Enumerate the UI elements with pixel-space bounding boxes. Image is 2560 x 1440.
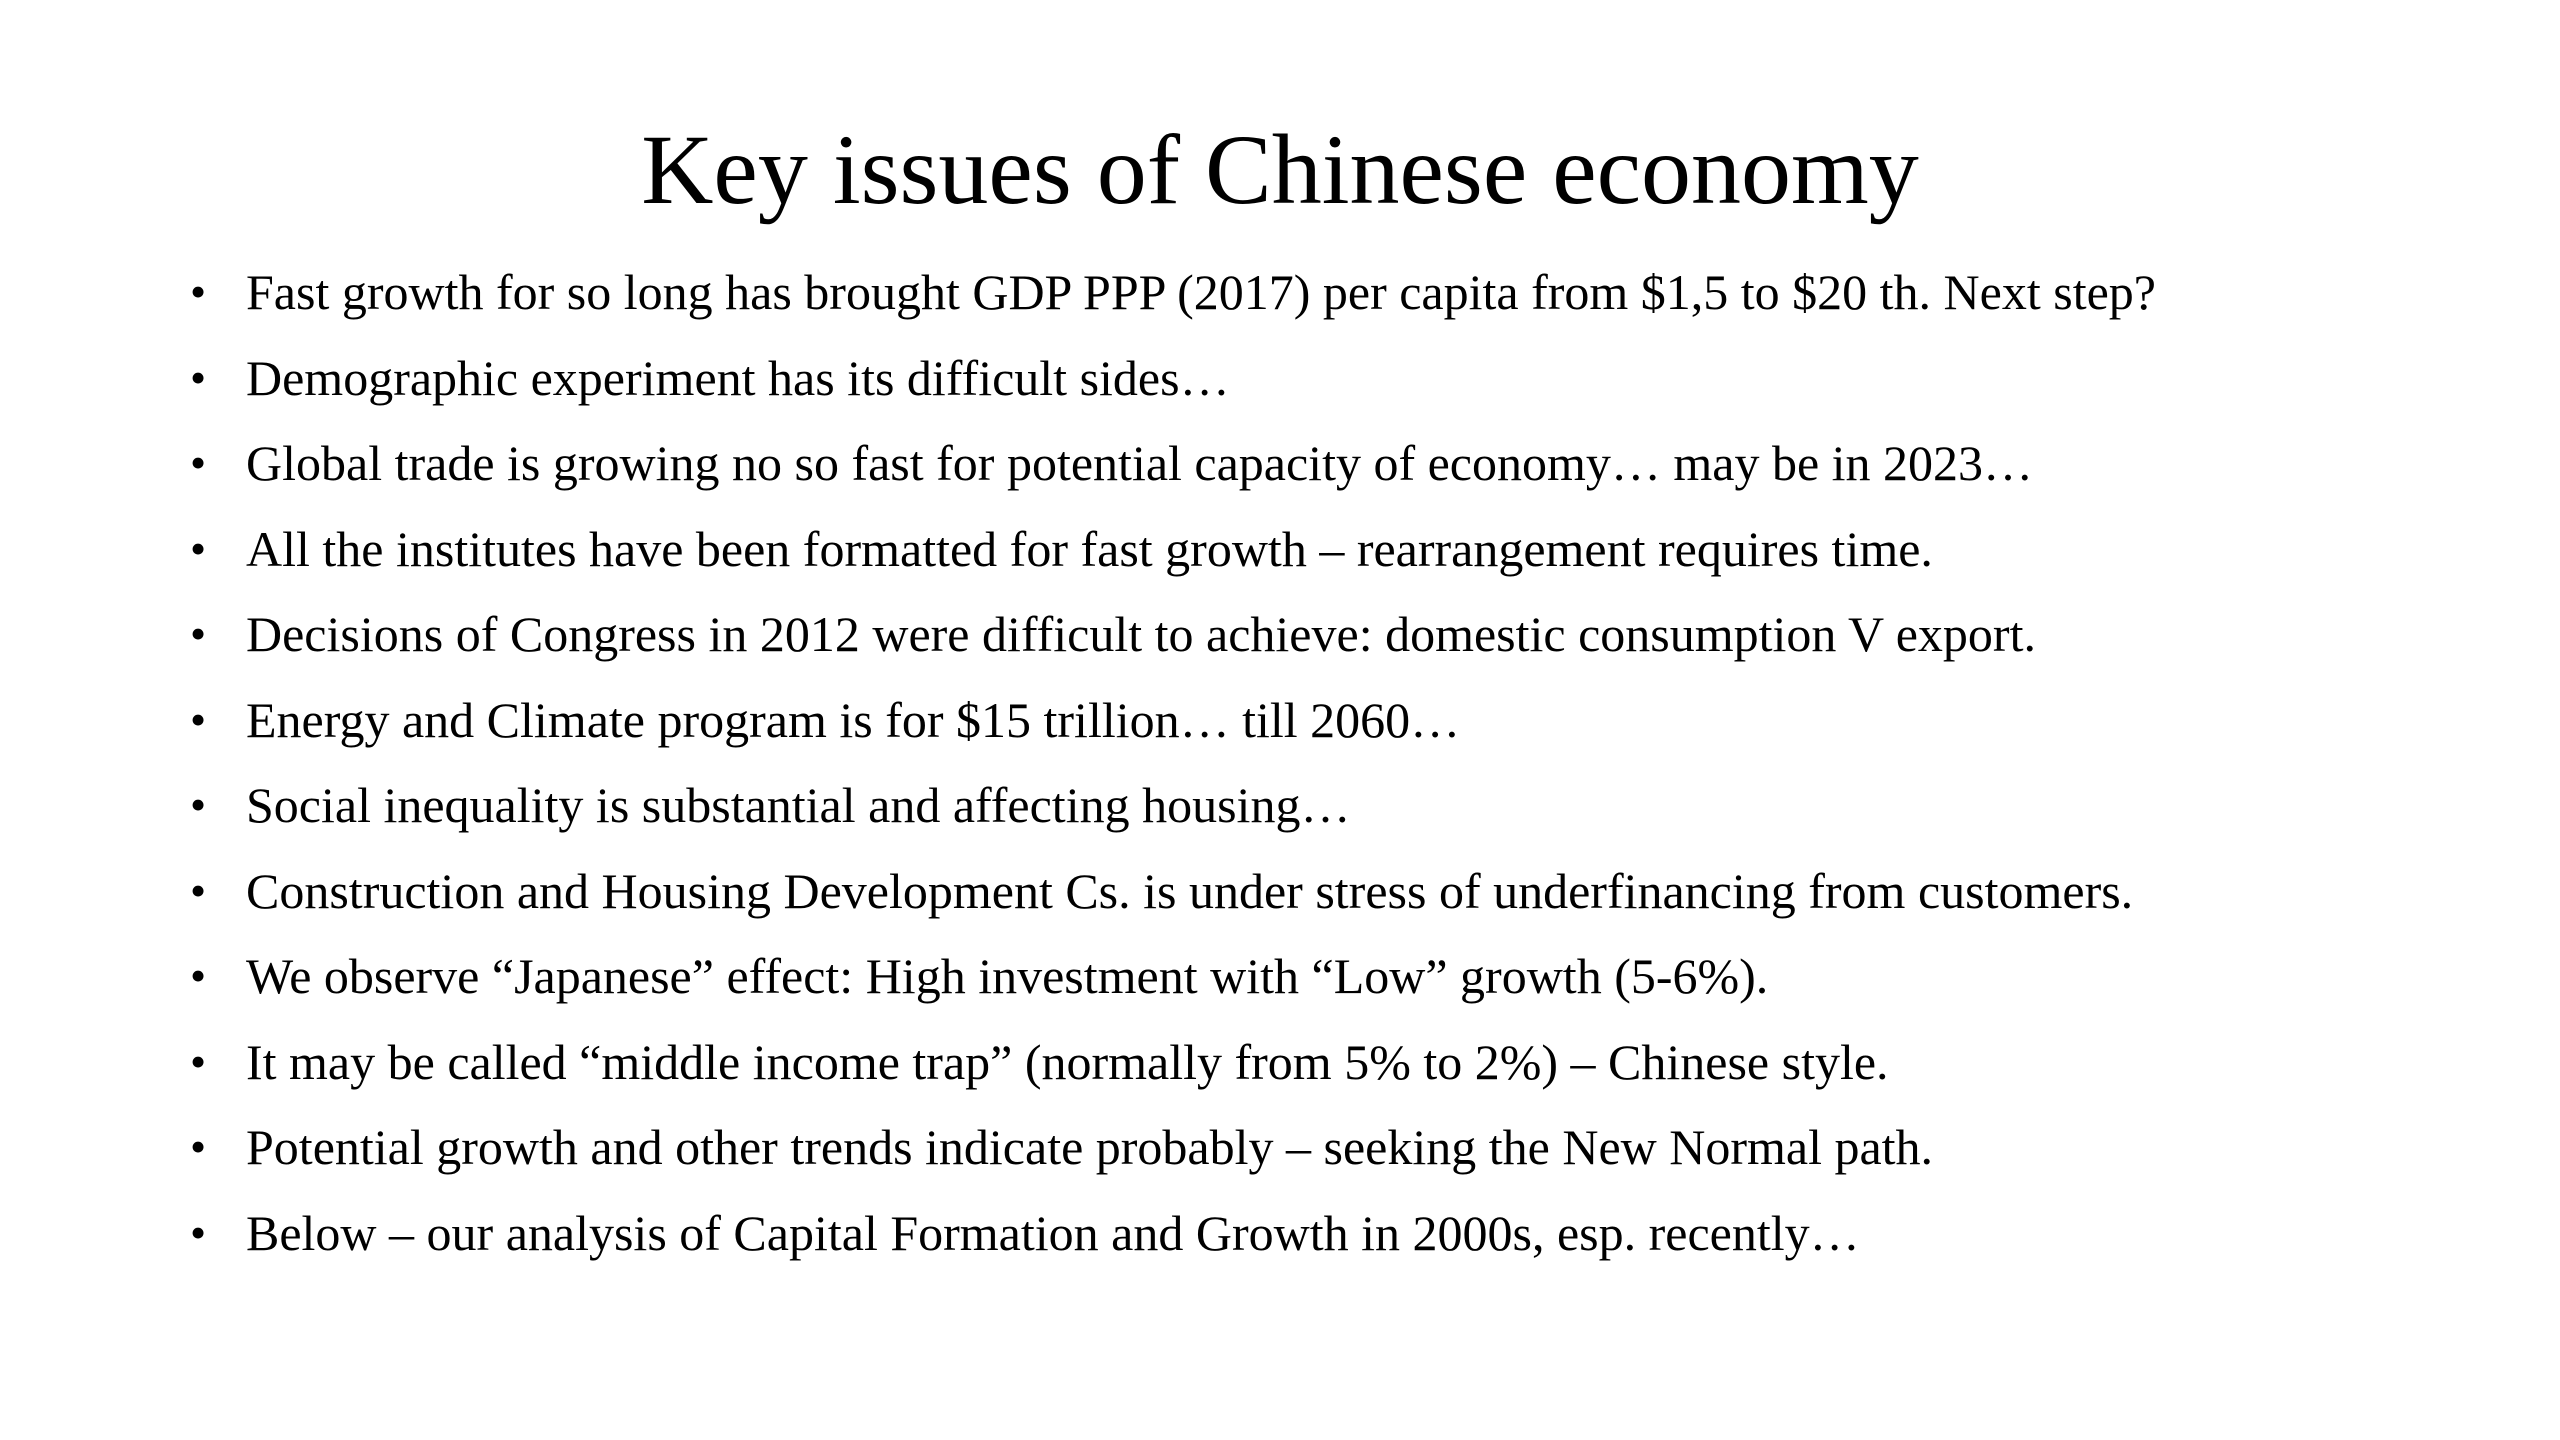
bullet-text: All the institutes have been formatted for fast growth – rearrangement requires time. — [246, 520, 1933, 577]
bullet-text: Below – our analysis of Capital Formation and Growth in 2000s, esp. recently… — [246, 1204, 1860, 1261]
bullet-text: Energy and Climate program is for $15 trillion… till 2060… — [246, 691, 1461, 748]
bullet-icon: • — [190, 1206, 207, 1258]
bullet-icon: • — [190, 266, 207, 317]
bullet-list — [190, 262, 2490, 1288]
bullet-text: We observe “Japanese” effect: High investment with “Low” growth (5-6%). — [246, 948, 1769, 1004]
slide-title: Key issues of Chinese economy — [641, 114, 1919, 225]
bullet-item — [190, 604, 2490, 690]
bullet-item — [190, 1117, 2490, 1203]
bullet-text: Global trade is growing no so fast for potential capacity of economy… may be in 2023… — [246, 435, 2034, 491]
bullet-text: Decisions of Congress in 2012 were difficult to achieve: domestic consumption V export. — [246, 606, 2036, 662]
bullet-text: Construction and Housing Development Cs. is under stress of underfinancing from customers. — [246, 862, 2134, 919]
bullet-text: Potential growth and other trends indicate probably – seeking the New Normal path. — [246, 1119, 1934, 1175]
bullet-item — [190, 1032, 2490, 1118]
bullet-icon: • — [190, 608, 207, 659]
bullet-icon: • — [190, 950, 207, 1001]
bullet-icon: • — [190, 437, 207, 488]
bullet-item — [190, 946, 2490, 1032]
bullet-item — [190, 861, 2490, 947]
bullet-text: It may be called “middle income trap” (normally from 5% to 2%) – Chinese style. — [246, 1033, 1889, 1090]
bullet-text: Demographic experiment has its difficult sides… — [246, 349, 1230, 406]
bullet-item — [190, 1203, 2490, 1289]
bullet-icon: • — [190, 522, 207, 574]
bullet-icon: • — [190, 351, 207, 403]
bullet-item — [190, 690, 2490, 776]
bullet-item — [190, 433, 2490, 519]
bullet-text: Social inequality is substantial and affecting housing… — [246, 777, 1351, 833]
bullet-item — [190, 519, 2490, 605]
bullet-item — [190, 262, 2490, 348]
bullet-text: Fast growth for so long has brought GDP PPP (2017) per capita from $1,5 to $20 th. Next step? — [246, 264, 2156, 320]
bullet-icon: • — [190, 864, 207, 916]
bullet-icon: • — [190, 779, 207, 830]
bullet-icon: • — [190, 1035, 207, 1087]
bullet-item — [190, 348, 2490, 434]
bullet-icon: • — [190, 1121, 207, 1172]
bullet-item — [190, 775, 2490, 861]
bullet-icon: • — [190, 693, 207, 745]
